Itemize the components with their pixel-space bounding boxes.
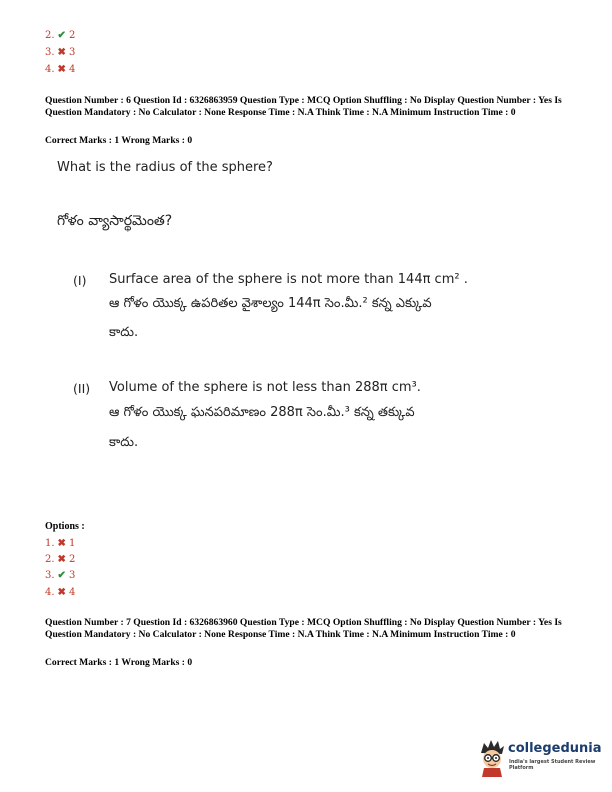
option-number: 3. <box>45 570 55 581</box>
option-value: 3 <box>68 47 76 58</box>
question-7-marks: Correct Marks : 1 Wrong Marks : 0 <box>45 657 193 668</box>
mascot-icon <box>478 737 506 777</box>
option-number: 2. <box>45 554 55 565</box>
option-value: 4 <box>68 587 76 598</box>
statement-1-english: Surface area of the sphere is not more than 144π cm² . <box>109 272 468 287</box>
option-number: 4. <box>45 64 55 75</box>
question-7-header: Question Number : 7 Question Id : 6326863960 Question Type : MCQ Option Shuffling : No Display Question Number : Yes Is Question Mandatory : No Calculator : None Response Time : N.A Think Time : N.A Minimum Instruction Time : 0 <box>45 617 562 641</box>
cross-icon: ✖ <box>57 64 66 75</box>
cross-icon: ✖ <box>57 47 66 58</box>
option-4 <box>45 587 75 599</box>
option-1 <box>45 538 75 550</box>
prev-option-4 <box>45 64 75 76</box>
prev-option-3 <box>45 47 75 59</box>
statement-2-english: Volume of the sphere is not less than 288π cm³. <box>109 380 421 395</box>
statement-1-label: (I) <box>73 273 87 288</box>
option-value: 2 <box>68 30 76 41</box>
statement-2-telugu-line2: కాదు. <box>109 435 139 450</box>
statement-2-telugu-line1: ఆ గోళం యొక్క ఘనపరిమాణం 288π సెం.మీ.³ కన్న తక్కువ <box>109 405 415 420</box>
prev-option-2 <box>45 30 75 42</box>
option-2 <box>45 554 75 566</box>
question-telugu: గోళం వ్యాసార్థమెంత? <box>57 213 173 229</box>
option-number: 4. <box>45 587 55 598</box>
cross-icon: ✖ <box>57 538 66 549</box>
cross-icon: ✖ <box>57 554 66 565</box>
statement-2-label: (II) <box>73 381 91 396</box>
check-icon: ✔ <box>57 570 66 581</box>
option-value: 1 <box>68 538 76 549</box>
question-6-header: Question Number : 6 Question Id : 6326863959 Question Type : MCQ Option Shuffling : No Display Question Number : Yes Is Question Mandatory : No Calculator : None Response Time : N.A Think Time : N.A Minimum Instruction Time : 0 <box>45 95 562 119</box>
option-value: 4 <box>68 64 76 75</box>
option-number: 2. <box>45 30 55 41</box>
logo-name: collegedunia <box>508 741 602 756</box>
option-value: 3 <box>68 570 76 581</box>
option-number: 3. <box>45 47 55 58</box>
option-3 <box>45 570 75 582</box>
statement-1-telugu-line2: కాదు. <box>109 325 139 340</box>
logo-tagline: India's largest Student Review Platform <box>509 759 596 771</box>
cross-icon: ✖ <box>57 587 66 598</box>
statement-1-telugu-line1: ఆ గోళం యొక్క ఉపరితల వైశాల్యం 144π సెం.మీ.² కన్న ఎక్కువ <box>109 296 432 311</box>
option-value: 2 <box>68 554 76 565</box>
options-title: Options : <box>45 521 85 532</box>
check-icon: ✔ <box>57 30 66 41</box>
question-english: What is the radius of the sphere? <box>57 160 273 175</box>
question-6-marks: Correct Marks : 1 Wrong Marks : 0 <box>45 135 193 146</box>
collegedunia-logo <box>478 737 603 777</box>
option-number: 1. <box>45 538 55 549</box>
